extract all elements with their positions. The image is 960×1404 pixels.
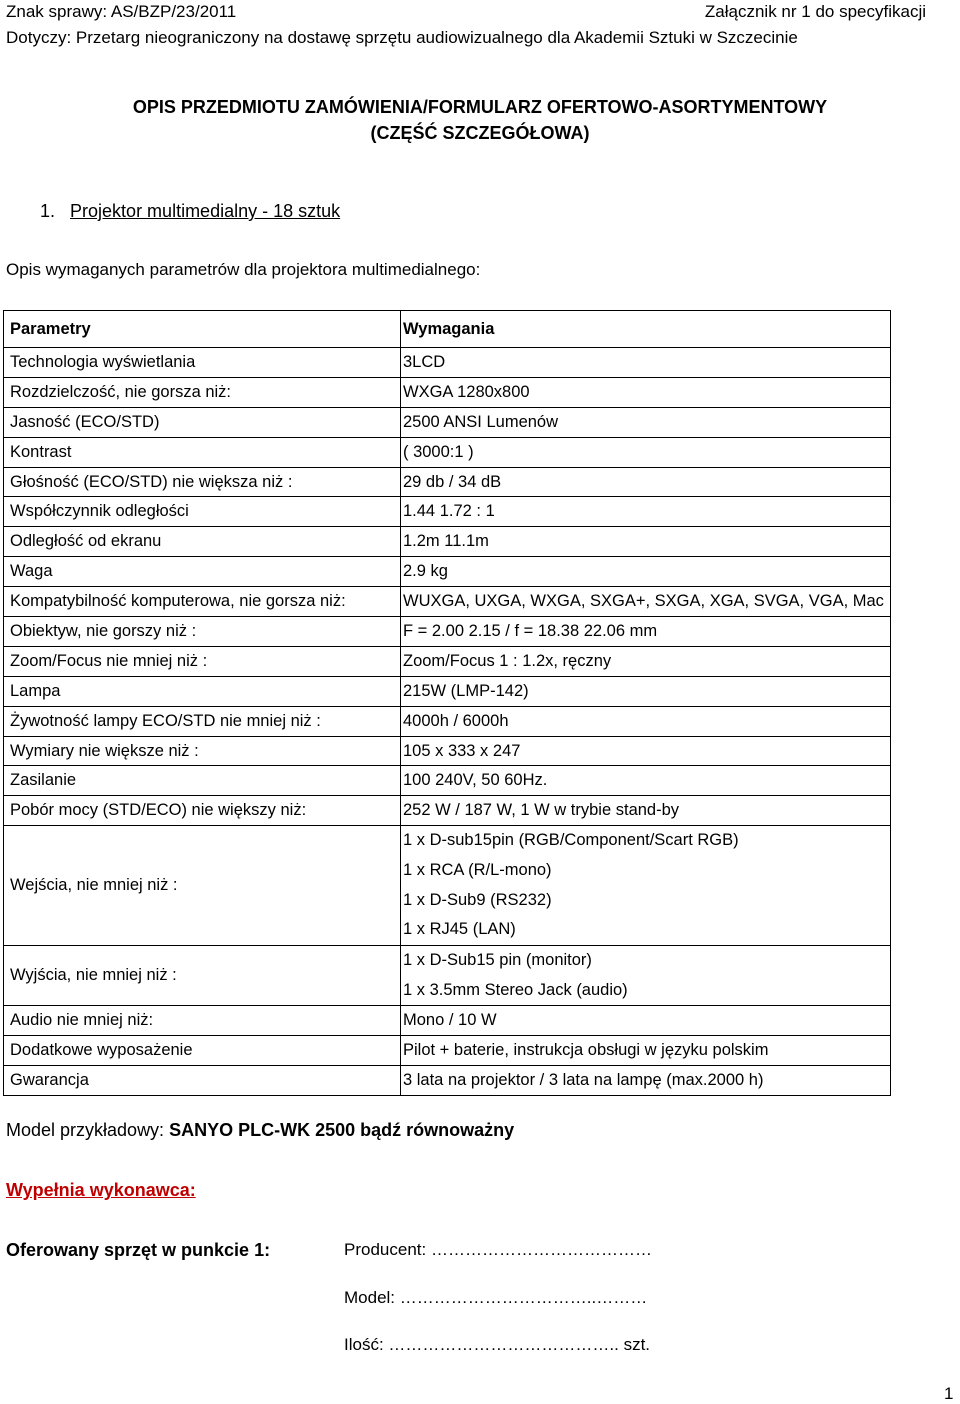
- table-row: Odległość od ekranu 1.2m 11.1m: [4, 527, 891, 557]
- subject-line: Dotyczy: Przetarg nieograniczony na dostawę sprzętu audiowizualnego dla Akademii Sztuki w Szczecinie: [6, 28, 798, 47]
- table-row: Jasność (ECO/STD) 2500 ANSI Lumenów: [4, 407, 891, 437]
- input-item: 1 x RCA (R/L-mono): [403, 860, 552, 879]
- table-row: Wymiary nie większe niż : 105 x 333 x 247: [4, 736, 891, 766]
- model-label: Model przykładowy:: [6, 1120, 165, 1140]
- table-row: Żywotność lampy ECO/STD nie mniej niż : 4000h / 6000h: [4, 706, 891, 736]
- document-subtitle: (CZĘŚĆ SZCZEGÓŁOWA): [370, 123, 590, 143]
- table-row: Pobór mocy (STD/ECO) nie większy niż: 252 W / 187 W, 1 W w trybie stand-by: [4, 796, 891, 826]
- output-item: 1 x D-Sub15 pin (monitor): [403, 951, 592, 969]
- table-row: Waga 2.9 kg: [4, 557, 891, 587]
- input-item: 1 x D-sub15pin (RGB/Component/Scart RGB): [403, 831, 739, 850]
- outputs-label: Wyjścia, nie mniej niż :: [4, 946, 401, 1006]
- table-row: Dodatkowe wyposażenie Pilot + baterie, instrukcja obsługi w języku polskim: [4, 1036, 891, 1066]
- header-requirements: Wymagania: [401, 311, 891, 348]
- inputs-label: Wejścia, nie mniej niż :: [4, 826, 401, 946]
- table-row: Zoom/Focus nie mniej niż : Zoom/Focus 1 : 1.2x, ręczny: [4, 646, 891, 676]
- table-row: Zasilanie 100 240V, 50 60Hz.: [4, 766, 891, 796]
- header-parameters: Parametry: [4, 311, 401, 348]
- table-row: Kontrast ( 3000:1 ): [4, 437, 891, 467]
- section-title: Projektor multimedialny - 18 sztuk: [70, 201, 341, 221]
- section-description: Opis wymaganych parametrów dla projektora multimedialnego:: [6, 260, 481, 279]
- case-number: Znak sprawy: AS/BZP/23/2011: [6, 2, 237, 21]
- model-field[interactable]: Model: ……………………………..………: [344, 1288, 648, 1307]
- outputs-values: [401, 946, 891, 1006]
- table-row: Lampa 215W (LMP-142): [4, 676, 891, 706]
- table-row: Audio nie mniej niż: Mono / 10 W: [4, 1006, 891, 1036]
- table-row: Obiektyw, nie gorszy niż : F = 2.00 2.15 / f = 18.38 22.06 mm: [4, 617, 891, 647]
- table-row: Głośność (ECO/STD) nie większa niż : 29 db / 34 dB: [4, 467, 891, 497]
- section-heading: [40, 201, 340, 222]
- table-row: Współczynnik odległości 1.44 1.72 : 1: [4, 497, 891, 527]
- producer-field[interactable]: Producent: …………………………………: [344, 1240, 652, 1259]
- table-row-inputs: [4, 826, 891, 946]
- table-header-row: [4, 311, 891, 348]
- document-title: OPIS PRZEDMIOTU ZAMÓWIENIA/FORMULARZ OFERTOWO-ASORTYMENTOWY: [132, 97, 828, 117]
- page-number: 1: [944, 1384, 954, 1403]
- quantity-field[interactable]: Ilość: ………………………………….. szt.: [344, 1335, 651, 1354]
- table-row: Technologia wyświetlania 3LCD: [4, 348, 891, 378]
- table-row: Rozdzielczość, nie gorsza niż: WXGA 1280x800: [4, 377, 891, 407]
- attachment-label: Załącznik nr 1 do specyfikacji: [704, 2, 926, 21]
- output-item: 1 x 3.5mm Stereo Jack (audio): [403, 980, 628, 999]
- model-value: SANYO PLC-WK 2500 bądź równoważny: [169, 1120, 515, 1140]
- offer-label: Oferowany sprzęt w punkcie 1:: [6, 1240, 271, 1260]
- section-number: 1.: [40, 201, 56, 221]
- table-row-outputs: [4, 946, 891, 1006]
- contractor-heading: Wypełnia wykonawca:: [6, 1180, 196, 1200]
- spec-table: [3, 310, 891, 1096]
- table-row: Kompatybilność komputerowa, nie gorsza niż: WUXGA, UXGA, WXGA, SXGA+, SXGA, XGA, SVGA, VGA, Mac: [4, 587, 891, 617]
- input-item: 1 x D-Sub9 (RS232): [403, 890, 552, 909]
- input-item: 1 x RJ45 (LAN): [403, 920, 516, 939]
- table-row: Gwarancja 3 lata na projektor / 3 lata na lampę (max.2000 h): [4, 1066, 891, 1096]
- model-example: [6, 1120, 514, 1141]
- inputs-values: [401, 826, 891, 946]
